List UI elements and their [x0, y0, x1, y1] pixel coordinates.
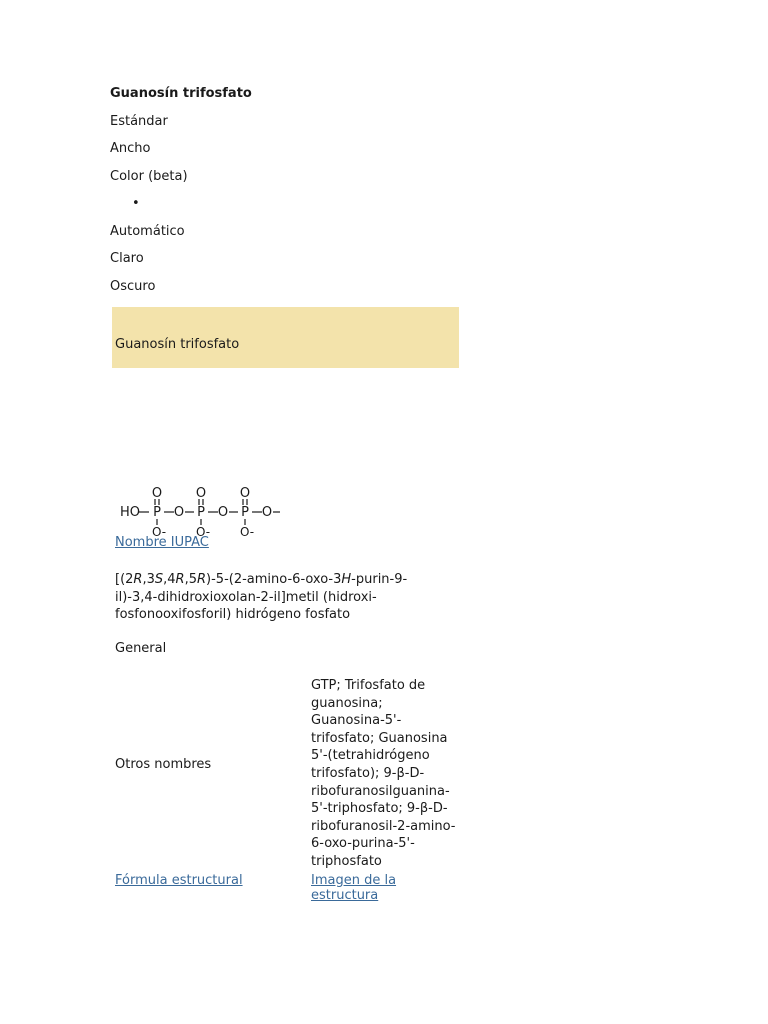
width-option-wide[interactable]: Ancho: [110, 141, 151, 156]
other-names-label: Otros nombres: [115, 757, 212, 772]
chain-atom-label: P: [153, 505, 161, 520]
chain-atom-label: O: [217, 505, 229, 520]
iupac-part: ,4: [163, 572, 176, 587]
infobox-header: [112, 307, 459, 368]
chain-atom-label: P: [197, 505, 205, 520]
color-option-label: Color (beta): [110, 168, 188, 184]
iupac-name-link[interactable]: Nombre IUPAC: [115, 535, 209, 550]
other-names-value: GTP; Trifosfato de guanosina; Guanosina-5'-trifosfato; Guanosina 5'-(tetrahidrógeno trifosfato); 9-β-D-ribofuranosilguanina-5'-triphosfato; 9-β-D-ribofuranosil-2-amino-6-oxo-purina-5'-triphosfato: [311, 678, 456, 869]
theme-option-light[interactable]: Claro: [110, 251, 144, 266]
infobox: [112, 307, 459, 903]
iupac-stereo: H: [341, 572, 352, 587]
iupac-name-value: [115, 571, 445, 624]
structural-formula-link[interactable]: Fórmula estructural: [115, 873, 243, 888]
iupac-stereo: R: [197, 572, 207, 587]
iupac-part: [(2: [115, 572, 134, 587]
page-menu: [110, 85, 410, 305]
infobox-title: Guanosín trifosfato: [115, 337, 240, 352]
chain-atom-label: O: [173, 505, 185, 520]
theme-option-dark[interactable]: Oscuro: [110, 278, 156, 294]
structure-diagram: [112, 368, 459, 539]
chain-atom-label: P: [241, 505, 249, 520]
iupac-stereo: R: [133, 572, 143, 587]
iupac-stereo: S: [154, 572, 164, 587]
page-title: Guanosín trifosfato: [110, 86, 252, 101]
iupac-part: )-5-(2-amino-6-oxo-3: [206, 572, 342, 587]
theme-option-automatic[interactable]: Automático: [110, 223, 185, 239]
iupac-part: ,3: [142, 572, 155, 587]
general-section-label: General: [115, 641, 167, 656]
chain-atom-label: HO: [119, 505, 141, 520]
bullet-point: •: [132, 196, 140, 211]
oxide-label: O-: [239, 525, 255, 539]
width-option-standard[interactable]: Estándar: [110, 113, 168, 129]
oxide-label: O-: [195, 525, 211, 539]
iupac-part: ,5: [184, 572, 197, 587]
oxo-label: O: [239, 486, 251, 501]
chain-atom-label: O: [261, 505, 273, 520]
gtp-structure-svg: [112, 368, 459, 539]
oxo-label: O: [151, 486, 163, 501]
iupac-stereo: R: [175, 572, 185, 587]
oxo-label: O: [195, 486, 207, 501]
iupac-part: -purin-9-il)-3,4-dihidroxioxolan-2-il]metil (hidroxi-fosfonooxifosforil) hidrógeno fosfato: [115, 572, 408, 622]
structure-image-link[interactable]: Imagen de la estructura: [311, 873, 397, 903]
oxide-label: O-: [151, 525, 167, 539]
